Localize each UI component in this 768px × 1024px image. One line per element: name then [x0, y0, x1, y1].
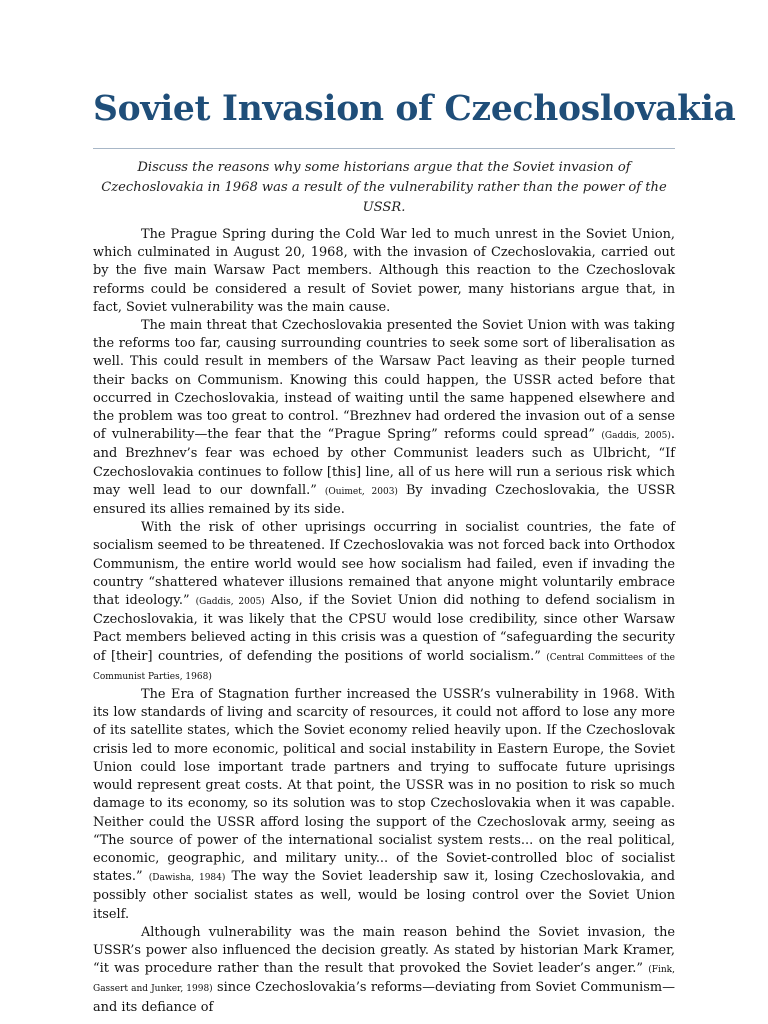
body-paragraph — [93, 317, 675, 519]
paragraph-text: The Era of Stagnation further increased the USSR’s vulnerability in 1968. With its low standards of living and scarcity of resources, it could not afford to lose any more of its satellite states, which the Soviet economy relied heavily upon. If the Czechoslovak crisis led to more economic, political and social instability in Eastern Europe, the Soviet Union could lose important trade partners and trying to suffocate future uprisings would represent great costs. At that point, the USSR was in no position to risk so much damage to its economy, so its solution was to stop Czechoslovakia when it was capable. Neither could the USSR afford losing the support of the Czechoslovak army, seeing as “The source of power of the international socialist system rests... on the real political, economic, geographic, and military unity... of the Soviet-controlled bloc of socialist states.” — [93, 687, 675, 885]
citation: (Gaddis, 2005) — [601, 431, 671, 442]
paragraph-text: Also, if the Soviet Union did nothing to defend socialism in Czechoslovakia, it was likely that the CPSU would lose credibility, since other Warsaw Pact members believed acting in this crisis was a question of “safeguarding the security of [their] countries, of defending the positions of world socialism.” — [93, 593, 675, 664]
title-divider — [93, 148, 675, 149]
body-paragraph — [93, 686, 675, 924]
citation: (Gaddis, 2005) — [195, 597, 265, 608]
essay-prompt: Discuss the reasons why some historians argue that the Soviet invasion of Czechoslovakia in 1968 was a result of the vulnerability rather than the power of the USSR. — [101, 160, 667, 215]
body-paragraph — [93, 226, 675, 317]
paragraph-text: With the risk of other uprisings occurring in socialist countries, the fate of socialism seemed to be threatened. If Czechoslovakia was not forced back into Orthodox Communism, the entire world would see how socialism had failed, even if invading the country “shattered whatever illusions remained that anyone might voluntarily embrace that ideology.” — [93, 520, 675, 609]
paragraph-text: By invading Czechoslovakia, the USSR ensured its allies remained by its side. — [93, 482, 675, 518]
essay-body — [93, 226, 675, 1017]
paragraph-text: since Czechoslovakia’s reforms—deviating from Soviet Communism—and its defiance of — [93, 980, 675, 1015]
paragraph-text: The way the Soviet leadership saw it, losing Czechoslovakia, and possibly other socialist states as well, would be losing control over the Soviet Union itself. — [93, 869, 676, 922]
paragraph-text: Although vulnerability was the main reason behind the Soviet invasion, the USSR’s power also influenced the decision greatly. As stated by historian Mark Kramer, “it was procedure rather than the result that provoked the Soviet leader’s anger.” — [93, 924, 675, 977]
paragraph-text: The Prague Spring during the Cold War led to much unrest in the Soviet Union, which culminated in August 20, 1968, with the invasion of Czechoslovakia, carried out by the five main Warsaw Pact members. Although this reaction to the Czechoslovak reforms could be considered a result of Soviet power, many historians argue that, in fact, Soviet vulnerability was the main cause. — [93, 227, 675, 315]
paragraph-text: . and Brezhnev’s fear was echoed by other Communist leaders such as Ulbricht, “If Czechoslovakia continues to follow [this] line, all of us here will run a serious risk which may well lead to our downfall.” — [93, 427, 675, 498]
citation: (Fink, Gassert and Junker, 1998) — [93, 965, 675, 995]
document-title: Soviet Invasion of Czechoslovakia — [93, 89, 736, 129]
citation: (Ouimet, 2003) — [324, 486, 398, 497]
citation: (Dawisha, 1984) — [148, 873, 226, 884]
citation: (Central Committees of the Communist Parties, 1968) — [93, 652, 675, 682]
paragraph-text: The main threat that Czechoslovakia presented the Soviet Union with was taking the reforms too far, causing surrounding countries to seek some sort of liberalisation as well. This could result in members of the Warsaw Pact leaving as their people turned their backs on Communism. Knowing this could happen, the USSR acted before that occurred in Czechoslovakia, instead of waiting until the same happened elsewhere and the problem was too great to control. “Brezhnev had ordered the invasion out of a sense of vulnerability—the fear that the “Prague Spring” reforms could spread” — [93, 318, 675, 443]
body-paragraph — [93, 924, 675, 1017]
body-paragraph — [93, 519, 675, 686]
